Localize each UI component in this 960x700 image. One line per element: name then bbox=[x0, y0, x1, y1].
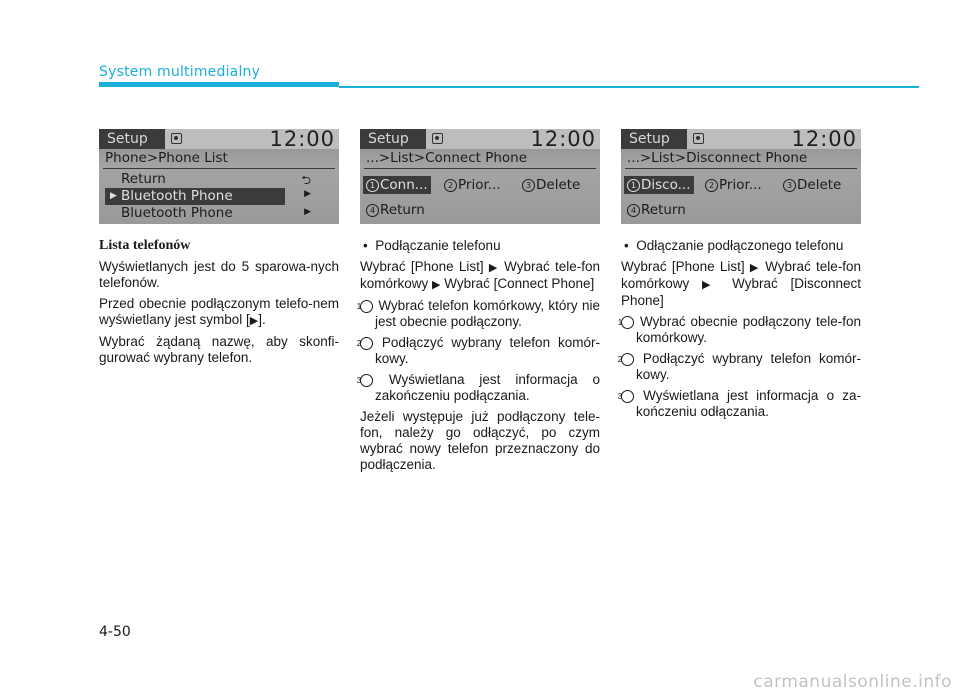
text: Wybrać [Phone List] bbox=[621, 259, 745, 274]
clock: 12:00 bbox=[791, 129, 857, 151]
bullet-text: Podłączanie telefonu bbox=[375, 238, 501, 253]
option-number: 3 bbox=[522, 179, 535, 192]
bullet-item: • Odłączanie podłączonego telefonu bbox=[624, 238, 844, 253]
option-number: 1 bbox=[627, 179, 640, 192]
option-number: 4 bbox=[366, 204, 379, 217]
watermark: carmanualsonline.info bbox=[753, 672, 952, 692]
step-number: 1 bbox=[360, 300, 373, 313]
option-disconnect bbox=[624, 176, 694, 194]
option-return bbox=[627, 201, 686, 219]
breadcrumb: ...>List>Connect Phone bbox=[366, 150, 528, 166]
setup-tab: Setup bbox=[99, 129, 165, 149]
settings-icon bbox=[432, 133, 443, 144]
setup-tab: Setup bbox=[360, 129, 426, 149]
subsection-heading: Lista telefonów bbox=[99, 238, 191, 253]
text: ]. bbox=[258, 312, 266, 327]
step-3 bbox=[356, 372, 600, 404]
step-text: Wyświetlana jest informacja o zakończeniu podłączania. bbox=[375, 372, 600, 403]
menu-item-return bbox=[105, 171, 305, 188]
play-triangle-icon: ▶ bbox=[701, 279, 720, 291]
text: Wybrać tele-fon komórkowy bbox=[360, 259, 600, 291]
option-number: 2 bbox=[705, 179, 718, 192]
menu-item-label: Bluetooth Phone bbox=[121, 188, 233, 204]
menu-item-bluetooth-phone bbox=[105, 205, 305, 222]
step-text: Wyświetlana jest informacja o za-kończeniu odłączania. bbox=[636, 388, 861, 419]
divider bbox=[103, 168, 335, 169]
option-label: Return bbox=[380, 202, 425, 218]
connected-indicator-icon: ▶ bbox=[110, 191, 117, 201]
play-triangle-icon: ▶ bbox=[432, 279, 441, 291]
text: Wybrać [Phone List] bbox=[360, 259, 484, 274]
option-return bbox=[366, 201, 425, 219]
setup-tab: Setup bbox=[621, 129, 687, 149]
screen-disconnect-phone bbox=[621, 129, 861, 224]
divider bbox=[364, 168, 596, 169]
step-number: 2 bbox=[360, 337, 373, 350]
option-delete bbox=[522, 176, 580, 194]
section-title: System multimedialny bbox=[99, 64, 261, 80]
screen-connect-phone bbox=[360, 129, 600, 224]
step-number: 2 bbox=[621, 353, 634, 366]
paragraph: Jeżeli występuje już podłączony tele-fon, należy go odłączyć, po czym wybrać nowy telefon przeznaczony do podłączenia. bbox=[360, 409, 600, 472]
step-2 bbox=[356, 335, 600, 367]
bullet-item: • Podłączanie telefonu bbox=[363, 238, 501, 253]
play-triangle-icon: ▶ bbox=[488, 262, 499, 274]
chevron-right-icon: ▶ bbox=[304, 189, 311, 199]
paragraph bbox=[360, 259, 600, 293]
option-label: Prior... bbox=[458, 177, 501, 193]
bullet-text: Odłączanie podłączonego telefonu bbox=[636, 238, 844, 253]
menu-item-bluetooth-phone-connected bbox=[105, 188, 285, 205]
option-number: 1 bbox=[366, 179, 379, 192]
play-triangle-icon: ▶ bbox=[249, 315, 259, 327]
option-label: Prior... bbox=[719, 177, 762, 193]
option-number: 2 bbox=[444, 179, 457, 192]
step-number: 3 bbox=[621, 390, 634, 403]
menu-item-label: Bluetooth Phone bbox=[121, 205, 233, 221]
paragraph bbox=[99, 296, 339, 329]
option-label: Delete bbox=[797, 177, 842, 193]
settings-icon bbox=[693, 133, 704, 144]
paragraph: Wybrać żądaną nazwę, aby skonfi-gurować wybrany telefon. bbox=[99, 334, 339, 365]
header-rule bbox=[339, 86, 919, 88]
step-1 bbox=[356, 298, 600, 330]
option-number: 3 bbox=[783, 179, 796, 192]
text: Wybrać tele-fon komórkowy bbox=[621, 259, 861, 291]
step-text: Wybrać obecnie podłączony tele-fon komórkowy. bbox=[636, 314, 861, 345]
step-number: 1 bbox=[621, 316, 634, 329]
clock: 12:00 bbox=[269, 129, 335, 151]
column-phone-list bbox=[99, 238, 339, 371]
page-number: 4-50 bbox=[99, 624, 131, 640]
breadcrumb: ...>List>Disconnect Phone bbox=[627, 150, 808, 166]
menu-item-label: Return bbox=[121, 171, 166, 187]
step-1 bbox=[617, 314, 861, 346]
header-accent-bar bbox=[99, 82, 339, 87]
option-prior bbox=[705, 176, 762, 194]
option-label: Conn... bbox=[380, 177, 428, 193]
step-text: Podłączyć wybrany telefon komór-kowy. bbox=[636, 351, 861, 382]
option-connect bbox=[363, 176, 431, 194]
divider bbox=[625, 168, 857, 169]
option-label: Disco... bbox=[641, 177, 691, 193]
settings-icon bbox=[171, 133, 182, 144]
text: Wybrać [Disconnect Phone] bbox=[621, 276, 861, 308]
step-2 bbox=[617, 351, 861, 383]
step-number: 3 bbox=[360, 374, 373, 387]
return-icon: ⮌ bbox=[301, 173, 311, 187]
option-prior bbox=[444, 176, 501, 194]
step-3 bbox=[617, 388, 861, 420]
breadcrumb: Phone>Phone List bbox=[105, 150, 228, 166]
option-label: Delete bbox=[536, 177, 581, 193]
text: Przed obecnie podłączonym telefo-nem wyświetlany jest symbol [ bbox=[99, 296, 339, 327]
option-delete bbox=[783, 176, 841, 194]
step-text: Podłączyć wybrany telefon komór-kowy. bbox=[375, 335, 600, 366]
column-connect-phone bbox=[356, 238, 600, 478]
paragraph: Wyświetlanych jest do 5 sparowa-nych telefonów. bbox=[99, 259, 339, 290]
screen-phone-list bbox=[99, 129, 339, 224]
option-number: 4 bbox=[627, 204, 640, 217]
play-triangle-icon: ▶ bbox=[749, 262, 760, 274]
step-text: Wybrać telefon komórkowy, który nie jest obecnie podłączony. bbox=[375, 298, 600, 329]
column-disconnect-phone bbox=[617, 238, 861, 425]
clock: 12:00 bbox=[530, 129, 596, 151]
paragraph bbox=[621, 259, 861, 309]
text: Wybrać [Connect Phone] bbox=[444, 276, 595, 291]
chevron-right-icon: ▶ bbox=[304, 207, 311, 217]
option-label: Return bbox=[641, 202, 686, 218]
